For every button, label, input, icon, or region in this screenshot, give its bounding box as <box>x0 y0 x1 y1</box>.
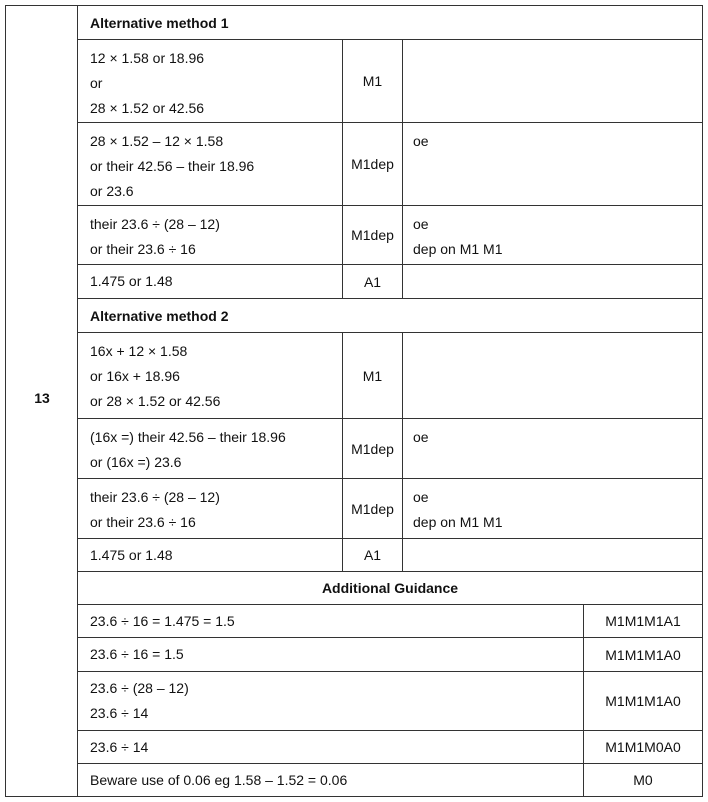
alt2-row-2 <box>78 419 702 479</box>
guidance-row-5 <box>78 764 702 796</box>
working-cell <box>78 539 343 571</box>
guidance-mark-cell <box>584 764 702 796</box>
alt1-row-3 <box>78 206 702 265</box>
comments-cell <box>403 333 702 418</box>
guidance-mark: M1M1M1A0 <box>605 693 681 709</box>
guidance-line: 23.6 ÷ (28 – 12) <box>90 680 189 696</box>
mark-label: M1 <box>362 73 383 89</box>
working-line: or their 23.6 ÷ 16 <box>90 241 196 257</box>
working-line: or <box>90 75 103 91</box>
alt2-heading: Alternative method 2 <box>90 307 229 324</box>
alt2-heading-row <box>78 299 702 333</box>
working-line: their 23.6 ÷ (28 – 12) <box>90 489 220 505</box>
guidance-row-2 <box>78 638 702 672</box>
question-number: 13 <box>34 390 50 406</box>
alt1-heading-row <box>78 6 702 40</box>
working-cell <box>78 206 343 264</box>
comments-cell <box>403 539 702 571</box>
working-cell <box>78 123 343 205</box>
guidance-mark: M1M1M1A1 <box>605 613 681 629</box>
guidance-heading: Additional Guidance <box>321 580 459 596</box>
working-line: 1.475 or 1.48 <box>90 546 173 563</box>
working-line: 16x + 12 × 1.58 <box>90 343 188 359</box>
alt1-row-1 <box>78 40 702 123</box>
guidance-row-3 <box>78 672 702 731</box>
working-line: or their 23.6 ÷ 16 <box>90 514 196 530</box>
comment-line: oe <box>413 133 429 149</box>
mark-label: M1dep <box>351 500 394 517</box>
working-line: their 23.6 ÷ (28 – 12) <box>90 216 220 232</box>
mark-label: M1dep <box>351 227 394 243</box>
alt2-row-4 <box>78 539 702 572</box>
comments-cell <box>403 123 702 205</box>
guidance-mark-cell <box>584 605 702 637</box>
working-line: or 28 × 1.52 or 42.56 <box>90 393 221 409</box>
mark-cell <box>343 40 403 122</box>
mark-label: A1 <box>363 547 382 563</box>
guidance-heading-row <box>78 572 702 605</box>
guidance-working-cell <box>78 764 584 796</box>
alt1-heading: Alternative method 1 <box>90 14 229 31</box>
comments-cell <box>403 206 702 264</box>
question-number-column <box>6 6 78 796</box>
mark-cell <box>343 419 403 478</box>
guidance-mark-cell <box>584 638 702 671</box>
working-line: or 23.6 <box>90 183 134 199</box>
comment-line: oe <box>413 489 429 505</box>
guidance-working-cell <box>78 605 584 637</box>
guidance-row-1 <box>78 605 702 638</box>
comments-cell <box>403 265 702 298</box>
working-line: or their 42.56 – their 18.96 <box>90 158 255 174</box>
guidance-line: 23.6 ÷ 16 = 1.475 = 1.5 <box>90 612 235 629</box>
guidance-mark: M1M1M0A0 <box>605 739 681 755</box>
working-cell <box>78 479 343 538</box>
comment-line: oe <box>413 216 429 232</box>
guidance-line: 23.6 ÷ 16 = 1.5 <box>90 646 184 662</box>
mark-cell <box>343 206 403 264</box>
guidance-working-cell <box>78 672 584 730</box>
alt1-row-2 <box>78 123 702 206</box>
working-cell <box>78 419 343 478</box>
mark-label: A1 <box>363 273 382 290</box>
comment-line: dep on M1 M1 <box>413 241 503 257</box>
working-line: 12 × 1.58 or 18.96 <box>90 50 205 66</box>
working-line: 28 × 1.52 – 12 × 1.58 <box>90 133 224 149</box>
alt1-row-4 <box>78 265 702 299</box>
mark-cell <box>343 333 403 418</box>
alt2-row-1 <box>78 333 702 419</box>
working-line: 1.475 or 1.48 <box>90 273 173 289</box>
guidance-mark: M1M1M1A0 <box>605 646 681 663</box>
working-line: or (16x =) 23.6 <box>90 454 182 470</box>
mark-scheme-table <box>5 5 703 797</box>
working-cell <box>78 333 343 418</box>
guidance-mark: M0 <box>633 772 653 788</box>
mark-cell <box>343 479 403 538</box>
mark-label: M1dep <box>351 440 394 457</box>
mark-cell <box>343 539 403 571</box>
guidance-line: 23.6 ÷ 14 <box>90 738 149 755</box>
mark-label: M1 <box>362 367 383 384</box>
comment-line: dep on M1 M1 <box>413 514 503 530</box>
working-line: or 16x + 18.96 <box>90 368 180 384</box>
comments-cell <box>403 419 702 478</box>
guidance-working-cell <box>78 731 584 763</box>
guidance-working-cell <box>78 638 584 671</box>
mark-cell <box>343 265 403 298</box>
comments-cell <box>403 40 702 122</box>
guidance-row-4 <box>78 731 702 764</box>
working-cell <box>78 265 343 298</box>
guidance-mark-cell <box>584 731 702 763</box>
mark-cell <box>343 123 403 205</box>
guidance-line: 23.6 ÷ 14 <box>90 705 149 721</box>
guidance-line: Beware use of 0.06 eg 1.58 – 1.52 = 0.06 <box>90 771 348 788</box>
mark-label: M1dep <box>351 156 394 172</box>
working-line: 28 × 1.52 or 42.56 <box>90 100 205 116</box>
comments-cell <box>403 479 702 538</box>
working-cell <box>78 40 343 122</box>
comment-line: oe <box>413 429 429 445</box>
guidance-mark-cell <box>584 672 702 730</box>
working-line: (16x =) their 42.56 – their 18.96 <box>90 429 286 445</box>
alt2-row-3 <box>78 479 702 539</box>
